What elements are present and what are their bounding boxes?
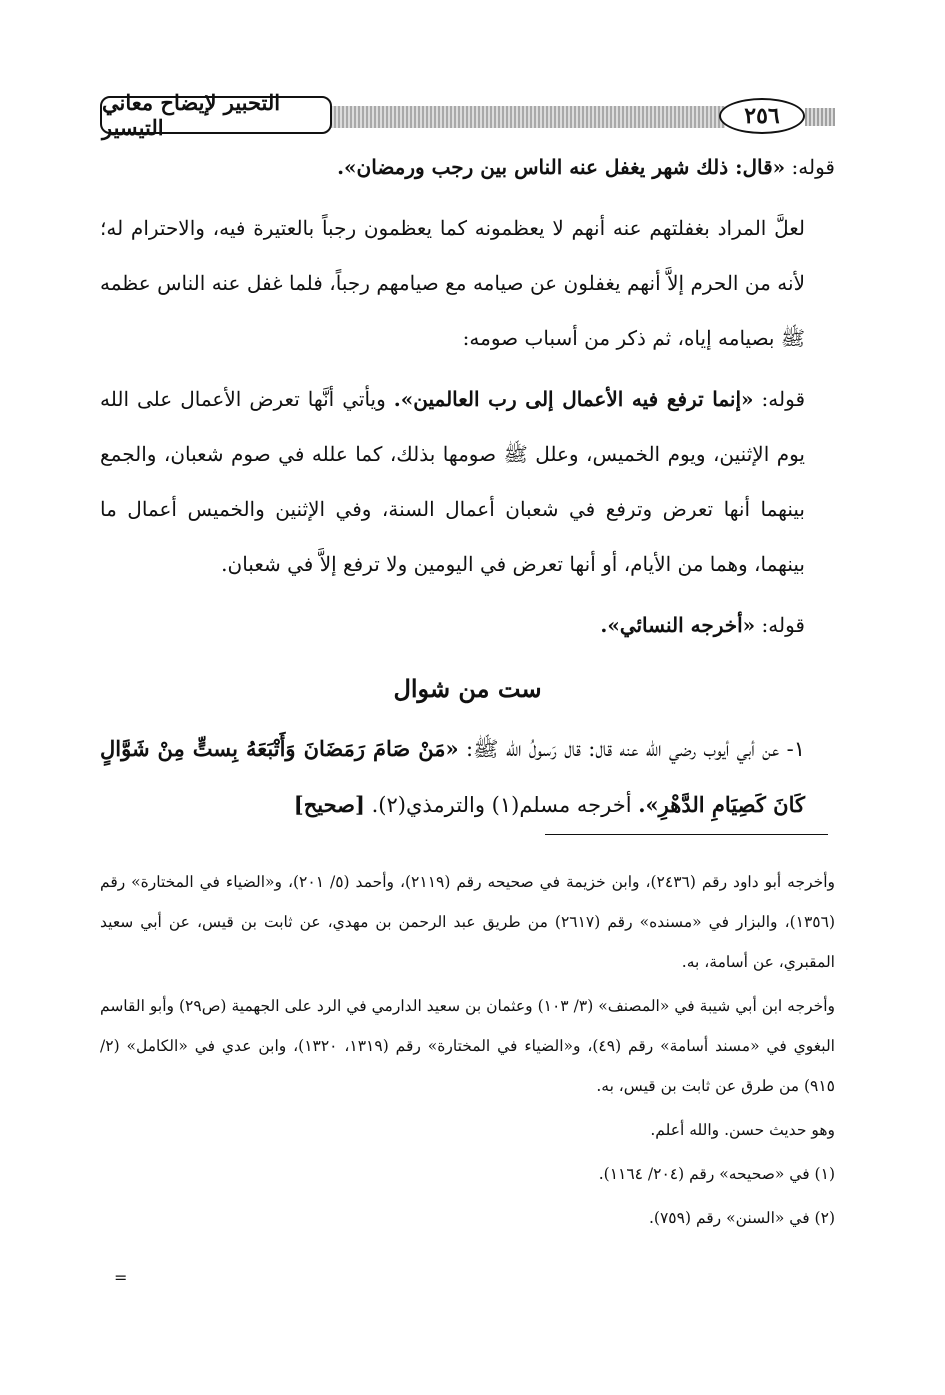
paragraph-3-quote: «إنما ترفع فيه الأعمال إلى رب العالمين». [393, 387, 754, 411]
paragraph-3 [100, 372, 835, 592]
footnote-separator [545, 834, 828, 835]
hadith-source: أخرجه مسلم(١) والترمذي(٢). [364, 793, 639, 817]
paragraph-2: لعلَّ المراد بغفلتهم عنه أنهم لا يعظمونه كما يعظمون رجباً بالعتيرة فيه، والاحترام له؛ لأنه من الحرم إلاَّ أنهم يغفلون عن صيامه مع صيامهم رجباً، فلما غفل عنه الناس عظمه ﷺ بصيامه إياه، ثم ذكر من أسباب صومه: [100, 216, 805, 350]
footnote-text-1: وأخرجه أبو داود رقم (٢٤٣٦)، وابن خزيمة في صحيحه رقم (٢١١٩)، وأحمد (٥/ ٢٠١)، و«الضياء في المختارة» رقم (١٣٥٦)، والبزار في «مسنده» رقم (٢٦١٧) من طريق عبد الرحمن بن مهدي، عن ثابت بن قيس، عن أبي سعيد المقبري، عن أسامة، به. [100, 873, 835, 971]
paragraph-4-quote: «أخرجه النسائي». [600, 613, 756, 637]
paragraph-3-prefix: قوله: [753, 387, 806, 411]
paragraph-1-quote: «قال: ذلك شهر يغفل عنه الناس بين رجب ورمضان». [337, 155, 786, 179]
paragraph-1-prefix: قوله: [785, 155, 835, 179]
footnote-text-3: وهو حديث حسن. والله أعلم. [650, 1121, 835, 1139]
hadith-intro: ١- عن أبي أيوب رضي الله عنه قال: قال رَسولُ الله ﷺ: [458, 737, 805, 761]
hadith-grade: [صحيح] [293, 792, 365, 817]
section-title: ست من شوال [393, 674, 542, 703]
page-header [100, 90, 835, 146]
header-band [330, 106, 725, 128]
hadith-paragraph [100, 721, 835, 833]
footnote-1: (١) في «صحيحه» رقم (٢٠٤/ ١١٦٤). [598, 1165, 835, 1183]
main-text [100, 140, 835, 839]
page-number: ٢٥٦ [719, 98, 805, 134]
paragraph-4-prefix: قوله: [755, 613, 805, 637]
footnotes [100, 862, 835, 1242]
footnote-text-2: وأخرجه ابن أبي شيبة في «المصنف» (٣/ ١٠٣) وعثمان بن سعيد الدارمي في الرد على الجهمية (ص٢٩) وأبو القاسم البغوي في «مسند أسامة» رقم (٤٩)، و«الضياء في المختارة» رقم (١٣١٩، ١٣٢٠)، وابن عدي في «الكامل» (٢/ ٩١٥) من طرق عن ثابت بن قيس، به. [100, 997, 836, 1095]
paragraph-4 [100, 598, 835, 653]
footnote-2: (٢) في «السنن» رقم (٧٥٩). [649, 1209, 835, 1227]
page-mark: = [114, 1268, 128, 1287]
paragraph-3-text: ويأتي أنَّها تعرض الأعمال على الله يوم الإثنين، ويوم الخميس، وعلل ﷺ صومها بذلك، كما علله في صوم شعبان، والجمع بينهما أنها تعرض وترفع في شعبان أعمال السنة، وفي الإثنين والخميس أعمال ما بينهما، وهما من الأيام، أو أنها تعرض في اليومين ولا ترفع إلاَّ في شعبان. [100, 387, 805, 576]
hadith-text: «مَنْ صَامَ رَمَضَانَ وَأَتْبَعَهُ بِستٍّ مِنْ شَوَّالٍ كَانَ كَصِيَامِ الدَّهْرِ». [100, 736, 805, 817]
book-title: التحبير لإيضاح معاني التيسير [100, 96, 332, 134]
paragraph-1 [100, 140, 835, 195]
header-band-end [805, 108, 835, 126]
